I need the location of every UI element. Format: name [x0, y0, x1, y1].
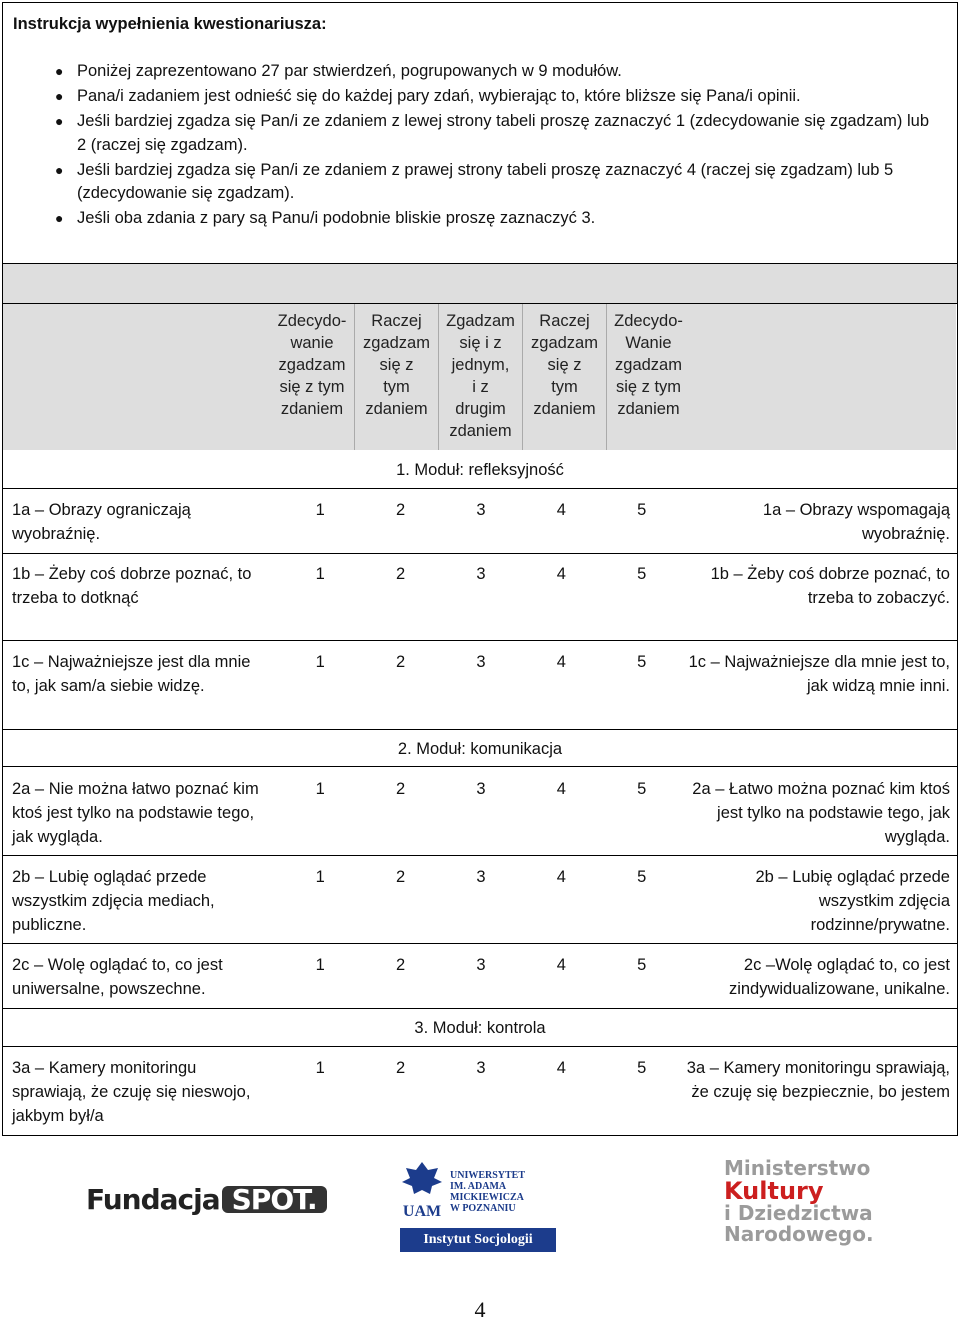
instructions-box: [2, 2, 958, 264]
scale-header-3: Zgadzam się i z jednym, i z drugim zdaniem: [438, 304, 522, 450]
instruction-item: ● Pana/i zadaniem jest odnieść się do każdej pary zdań, wybierając to, które bliższe się Pana/i opinii.: [13, 85, 947, 109]
instructions-list: [13, 60, 947, 231]
table-row: [2, 650, 958, 726]
rating-option-1[interactable]: 1: [315, 1059, 325, 1077]
rating-option-4[interactable]: 4: [556, 653, 566, 671]
rating-option-2[interactable]: 2: [395, 501, 406, 519]
statement-left: 1c – Najważniejsze jest dla mnie to, jak sam/a siebie widzę.: [12, 653, 251, 695]
scale-header-5: Zdecydo- Wanie zgadzam się z tym zdaniem: [606, 304, 690, 450]
rating-option-3[interactable]: 3: [476, 868, 486, 886]
statement-left: 1b – Żeby coś dobrze poznać, to trzeba to dotknąć: [12, 565, 252, 607]
table-row: [2, 1056, 958, 1132]
rating-scale[interactable]: [272, 777, 690, 801]
table-row: [2, 777, 958, 851]
bullet-icon: ●: [55, 63, 64, 79]
rating-option-5[interactable]: 5: [637, 565, 647, 583]
uam-name: UNIWERSYTET IM. ADAMA MICKIEWICZA W POZNANIU: [450, 1170, 526, 1214]
rating-option-2[interactable]: 2: [395, 565, 406, 583]
rating-option-1[interactable]: 1: [315, 956, 325, 974]
rating-scale[interactable]: [272, 865, 690, 889]
statement-right: 1a – Obrazy wspomagają wyobraźnię.: [762, 501, 950, 543]
rating-option-4[interactable]: 4: [556, 1059, 566, 1077]
instytut-socjologii-label: Instytut Socjologii: [400, 1228, 556, 1252]
rating-option-5[interactable]: 5: [637, 653, 647, 671]
rating-option-2[interactable]: 2: [395, 653, 406, 671]
rating-option-1[interactable]: 1: [315, 868, 325, 886]
rating-option-3[interactable]: 3: [476, 956, 486, 974]
statement-right: 1b – Żeby coś dobrze poznać, to trzeba to zobaczyć.: [710, 565, 950, 607]
table-bottom-border: [2, 1135, 958, 1136]
module-2-title: 2. Moduł: komunikacja: [397, 740, 563, 758]
bullet-icon: ●: [55, 113, 64, 129]
uam-logo: [400, 1160, 560, 1252]
rating-option-1[interactable]: 1: [315, 653, 325, 671]
instructions-title: Instrukcja wypełnienia kwestionariusza:: [13, 15, 327, 33]
statement-left: 3a – Kamery monitoringu sprawiają, że czuję się nieswojo, jakbym był/a: [12, 1059, 251, 1125]
rating-option-4[interactable]: 4: [556, 501, 566, 519]
statement-right: 1c – Najważniejsze dla mnie jest to, jak widzą mnie inni.: [688, 653, 950, 695]
instruction-item: ● Poniżej zaprezentowano 27 par stwierdzeń, pogrupowanych w 9 modułów.: [13, 60, 947, 84]
rating-option-1[interactable]: 1: [315, 501, 325, 519]
sponsor-logos: [0, 1150, 960, 1260]
rating-option-5[interactable]: 5: [637, 780, 647, 798]
rating-option-5[interactable]: 5: [637, 868, 647, 886]
rating-option-3[interactable]: 3: [476, 780, 486, 798]
table-row: [2, 953, 958, 1005]
table-row: [2, 865, 958, 939]
instruction-item: ● Jeśli bardziej zgadza się Pan/i ze zdaniem z prawej strony tabeli proszę zaznaczyć 4 (raczej się zgadzam) lub 5 (zdecydowanie się zgadzam).: [55, 160, 894, 202]
row-divider: [2, 640, 958, 641]
table-row: [2, 498, 958, 550]
fundacja-spot-logo: Fundacja SPOT.: [86, 1186, 327, 1213]
rating-option-3[interactable]: 3: [476, 501, 486, 519]
rating-option-5[interactable]: 5: [637, 1059, 647, 1077]
rating-scale[interactable]: [272, 953, 690, 977]
module-3-title: 3. Moduł: kontrola: [414, 1019, 546, 1037]
statement-right: 2b – Lubię oglądać przede wszystkim zdjęcia rodzinne/prywatne.: [755, 868, 950, 934]
rating-option-1[interactable]: 1: [315, 565, 325, 583]
row-divider: [2, 1046, 958, 1047]
statement-left: 2a – Nie można łatwo poznać kim ktoś jest tylko na podstawie tego, jak wygląda.: [12, 780, 259, 846]
rating-scale[interactable]: [272, 498, 690, 522]
ministry-culture-logo: Ministerstwo Kultury i Dziedzictwa Narodowego.: [724, 1156, 874, 1246]
rating-scale[interactable]: [272, 650, 690, 674]
svg-text:UAM: UAM: [402, 1203, 442, 1220]
scale-header-1: Zdecydo- wanie zgadzam się z tym zdaniem: [270, 304, 354, 450]
rating-option-4[interactable]: 4: [556, 565, 566, 583]
header-left-blank: [2, 304, 270, 450]
rating-option-2[interactable]: 2: [395, 780, 406, 798]
module-1-title: 1. Moduł: refleksyjność: [396, 461, 564, 479]
rating-scale[interactable]: [272, 562, 690, 586]
statement-left: 1a – Obrazy ograniczają wyobraźnię.: [12, 501, 191, 543]
bullet-icon: ●: [55, 210, 64, 226]
rating-option-5[interactable]: 5: [637, 956, 647, 974]
header-right-blank: [690, 304, 956, 450]
bullet-icon: ●: [55, 88, 64, 104]
row-divider: [2, 766, 958, 767]
row-divider: [2, 729, 958, 730]
row-divider: [2, 943, 958, 944]
rating-option-2[interactable]: 2: [395, 868, 406, 886]
row-divider: [2, 855, 958, 856]
statement-right: 2a – Łatwo można poznać kim ktoś jest tylko na podstawie tego, jak wygląda.: [692, 780, 950, 846]
statement-right: 3a – Kamery monitoringu sprawiają, że czuję się bezpiecznie, bo jestem: [686, 1059, 950, 1101]
instruction-item: ● Jeśli oba zdania z pary są Panu/i podobnie bliskie proszę zaznaczyć 3.: [13, 207, 947, 231]
rating-option-2[interactable]: 2: [395, 956, 406, 974]
rating-option-2[interactable]: 2: [395, 1059, 406, 1077]
instruction-item: ● Jeśli bardziej zgadza się Pan/i ze zdaniem z lewej strony tabeli proszę zaznaczyć 1 (zdecydowanie się zgadzam) lub 2 (raczej się zgadzam).: [55, 112, 929, 154]
rating-option-5[interactable]: 5: [637, 501, 647, 519]
rating-option-4[interactable]: 4: [556, 956, 566, 974]
statement-left: 2b – Lubię oglądać przede wszystkim zdjęcia mediach, publiczne.: [12, 868, 215, 934]
scale-header-2: Raczej zgadzam się z tym zdaniem: [354, 304, 438, 450]
row-divider: [2, 488, 958, 489]
rating-option-4[interactable]: 4: [556, 780, 566, 798]
row-divider: [2, 553, 958, 554]
rating-option-1[interactable]: 1: [315, 780, 325, 798]
table-row: [2, 562, 958, 614]
rating-option-4[interactable]: 4: [556, 868, 566, 886]
scale-header-4: Raczej zgadzam się z tym zdaniem: [522, 304, 606, 450]
statement-right: 2c –Wolę oglądać to, co jest zindywidualizowane, unikalne.: [728, 956, 950, 998]
page-number: 4: [474, 1297, 486, 1322]
table-top-band: [2, 264, 958, 304]
rating-scale[interactable]: [272, 1056, 690, 1080]
row-divider: [2, 1008, 958, 1009]
rating-option-3[interactable]: 3: [476, 1059, 486, 1077]
bullet-icon: ●: [55, 161, 64, 178]
scale-header-row: [270, 304, 956, 450]
statement-left: 2c – Wolę oglądać to, co jest uniwersalne, powszechne.: [12, 956, 223, 998]
uam-eagle-icon: [400, 1160, 444, 1222]
rating-option-3[interactable]: 3: [476, 565, 486, 583]
rating-option-3[interactable]: 3: [476, 653, 486, 671]
